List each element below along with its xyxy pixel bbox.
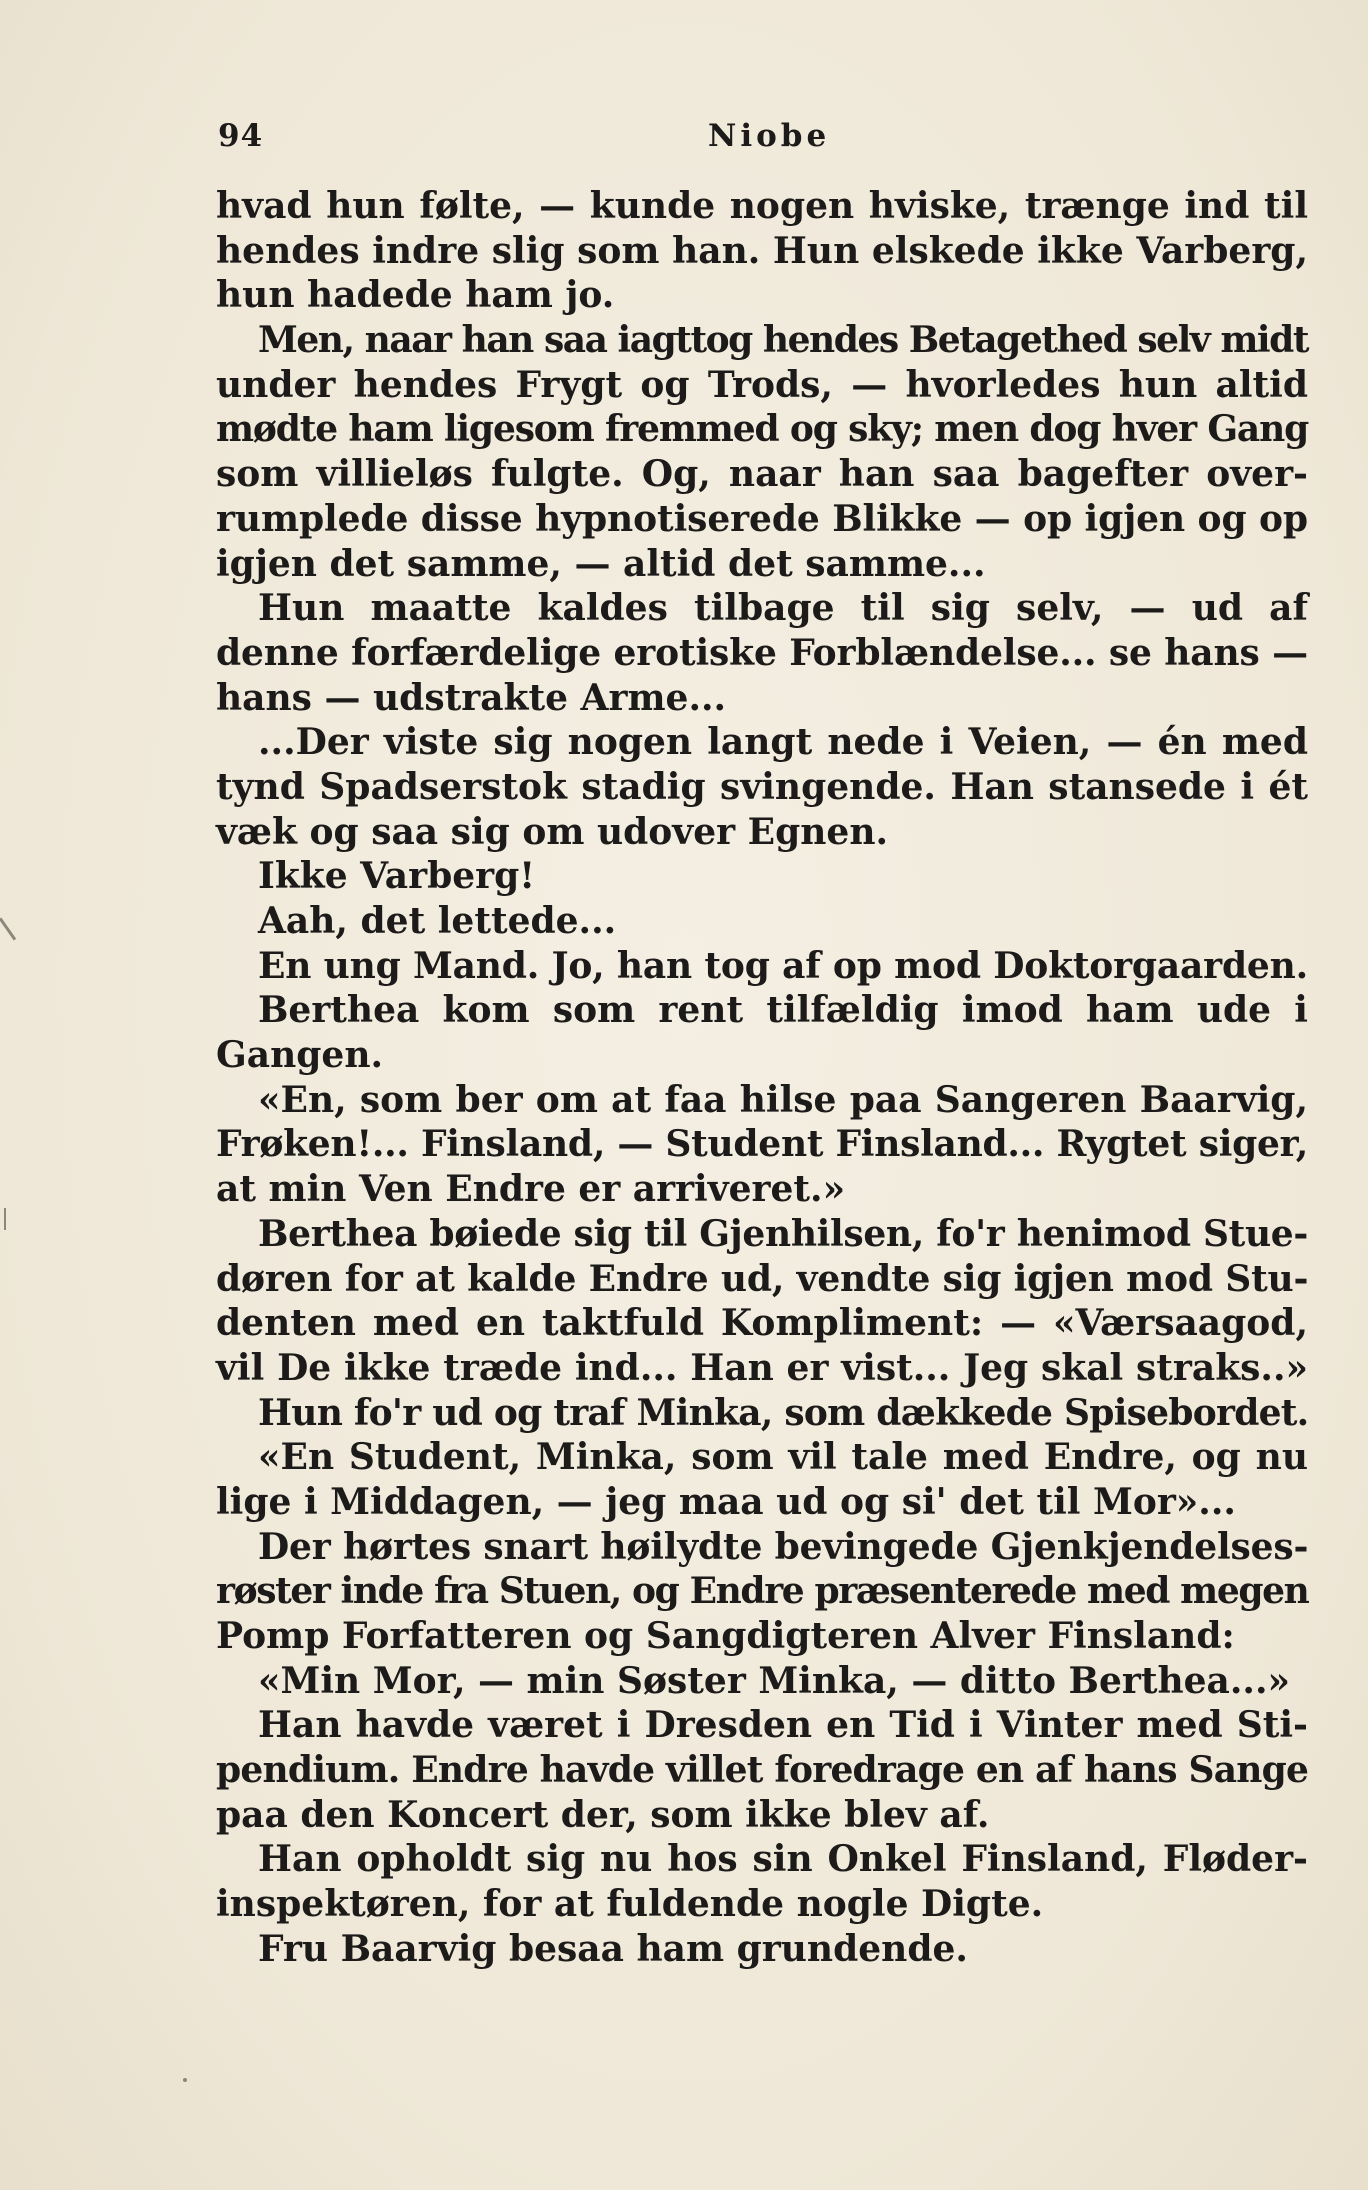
page-header — [218, 118, 1308, 164]
text-line: røster inde fra Stuen, og Endre præsenterede med megen — [216, 1570, 1309, 1613]
text-line: hendes indre slig som han. Hun elskede ikke Varberg, — [216, 229, 1308, 272]
text-line: denten med en taktfuld Kompliment: — «Værsaagod, — [216, 1302, 1308, 1345]
text-line: «En, som ber om at faa hilse paa Sangeren Baarvig, — [258, 1078, 1308, 1121]
text-line: inspektøren, for at fuldende nogle Digte. — [216, 1883, 1044, 1926]
body-text — [216, 184, 1308, 1972]
text-line: «En Student, Minka, som vil tale med Endre, og nu — [258, 1436, 1308, 1479]
text-line: Berthea kom som rent tilfældig imod ham ude i — [258, 989, 1308, 1032]
text-line: paa den Koncert der, som ikke blev af. — [216, 1793, 990, 1836]
text-line: Fru Baarvig besaa ham grundende. — [258, 1927, 968, 1970]
text-line: rumplede disse hypnotiserede Blikke — op igjen og op — [216, 497, 1308, 540]
text-line: Aah, det lettede... — [258, 900, 617, 942]
text-line: tynd Spadserstok stadig svingende. Han stansede i ét — [216, 765, 1308, 808]
text-line: døren for at kalde Endre ud, vendte sig igjen mod Stu- — [216, 1257, 1309, 1300]
margin-mark — [4, 1208, 6, 1230]
text-line: under hendes Frygt og Trods, — hvorledes hun altid — [216, 363, 1308, 406]
text-line: vil De ikke træde ind... Han er vist... Jeg skal straks..» — [216, 1346, 1308, 1389]
text-line: Han opholdt sig nu hos sin Onkel Finsland, Fløder- — [258, 1838, 1308, 1881]
text-line: Gangen. — [216, 1034, 384, 1077]
text-line: «Min Mor, — min Søster Minka, — ditto Berthea...» — [258, 1659, 1290, 1702]
text-line: at min Ven Endre er arriveret.» — [216, 1168, 846, 1211]
text-line: Frøken!... Finsland, — Student Finsland... Rygtet siger, — [216, 1123, 1308, 1166]
text-line: Han havde været i Dresden en Tid i Vinter med Sti- — [258, 1704, 1308, 1747]
text-line: Men, naar han saa iagttog hendes Betagethed selv midt — [258, 319, 1308, 362]
text-line: Berthea bøiede sig til Gjenhilsen, fo'r henimod Stue- — [258, 1212, 1308, 1255]
text-line: igjen det samme, — altid det samme... — [216, 542, 986, 585]
text-line: ...Der viste sig nogen langt nede i Veien, — én med — [258, 721, 1308, 764]
text-line: hvad hun følte, — kunde nogen hviske, trænge ind til — [216, 185, 1308, 227]
text-line: Hun fo'r ud og traf Minka, som dækkede Spisebordet. — [258, 1391, 1309, 1434]
page-number: 94 — [218, 118, 264, 154]
margin-mark — [0, 917, 16, 940]
running-title: Niobe — [708, 118, 831, 154]
text-line: Ikke Varberg! — [258, 855, 536, 898]
text-line: lige i Middagen, — jeg maa ud og si' det til Mor»... — [216, 1480, 1236, 1523]
text-line: Pomp Forfatteren og Sangdigteren Alver Finsland: — [216, 1615, 1235, 1657]
text-line: hun hadede ham jo. — [216, 274, 615, 317]
text-line: som villieløs fulgte. Og, naar han saa bagefter over- — [216, 453, 1308, 496]
text-line: Hun maatte kaldes tilbage til sig selv, — ud af — [258, 587, 1308, 630]
text-line: denne forfærdelige erotiske Forblændelse... se hans — — [216, 631, 1308, 674]
text-line: hans — udstrakte Arme... — [216, 676, 727, 719]
margin-mark — [183, 2078, 187, 2082]
text-line: pendium. Endre havde villet foredrage en af hans Sange — [216, 1749, 1309, 1792]
text-line: væk og saa sig om udover Egnen. — [216, 810, 889, 853]
text-line: mødte ham ligesom fremmed og sky; men dog hver Gang — [216, 408, 1309, 451]
text-line: En ung Mand. Jo, han tog af op mod Doktorgaarden. — [258, 944, 1308, 987]
text-line: Der hørtes snart høilydte bevingede Gjenkjendelses- — [258, 1525, 1309, 1568]
